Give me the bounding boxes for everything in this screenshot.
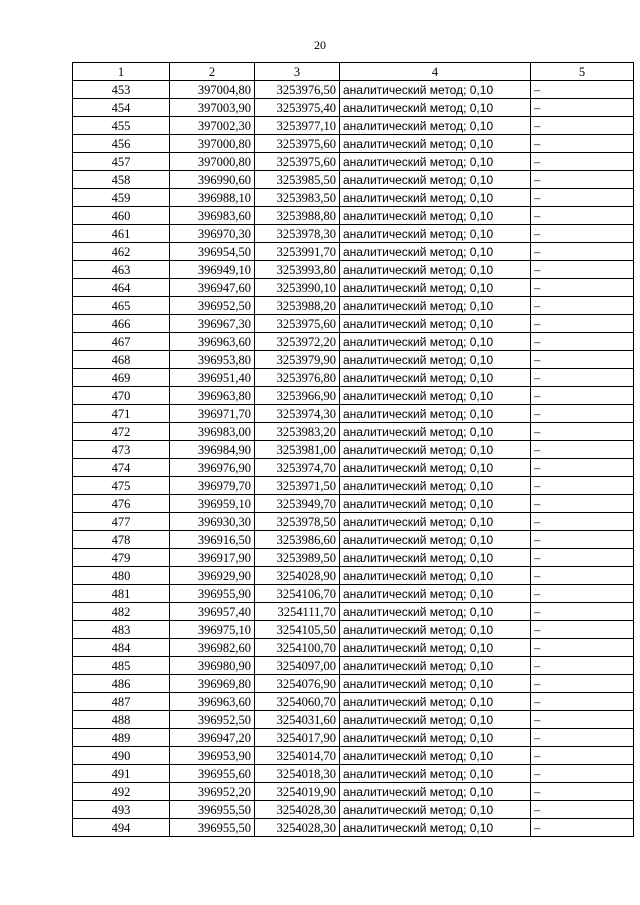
description-cell: – xyxy=(531,729,634,747)
x-coordinate-cell: 396963,80 xyxy=(170,387,255,405)
x-coordinate-cell: 396963,60 xyxy=(170,693,255,711)
y-coordinate-cell: 3253983,50 xyxy=(255,189,340,207)
point-number-cell: 480 xyxy=(73,567,170,585)
point-number-cell: 489 xyxy=(73,729,170,747)
table-row xyxy=(73,801,634,819)
point-number-cell: 488 xyxy=(73,711,170,729)
y-coordinate-cell: 3254028,30 xyxy=(255,819,340,837)
y-coordinate-cell: 3253976,50 xyxy=(255,81,340,99)
table-row xyxy=(73,153,634,171)
method-accuracy-cell: аналитический метод; 0,10 xyxy=(340,675,531,693)
method-accuracy-cell: аналитический метод; 0,10 xyxy=(340,693,531,711)
method-accuracy-cell: аналитический метод; 0,10 xyxy=(340,513,531,531)
method-accuracy-cell: аналитический метод; 0,10 xyxy=(340,225,531,243)
table-row xyxy=(73,819,634,837)
description-cell: – xyxy=(531,801,634,819)
point-number-cell: 490 xyxy=(73,747,170,765)
table-row xyxy=(73,207,634,225)
point-number-cell: 458 xyxy=(73,171,170,189)
method-accuracy-cell: аналитический метод; 0,10 xyxy=(340,495,531,513)
point-number-cell: 459 xyxy=(73,189,170,207)
table-row xyxy=(73,657,634,675)
x-coordinate-cell: 396952,20 xyxy=(170,783,255,801)
coordinates-table xyxy=(72,62,634,837)
point-number-cell: 491 xyxy=(73,765,170,783)
description-cell: – xyxy=(531,693,634,711)
point-number-cell: 486 xyxy=(73,675,170,693)
point-number-cell: 478 xyxy=(73,531,170,549)
method-accuracy-cell: аналитический метод; 0,10 xyxy=(340,477,531,495)
x-coordinate-cell: 396980,90 xyxy=(170,657,255,675)
point-number-cell: 455 xyxy=(73,117,170,135)
y-coordinate-cell: 3253977,10 xyxy=(255,117,340,135)
x-coordinate-cell: 396983,00 xyxy=(170,423,255,441)
method-accuracy-cell: аналитический метод; 0,10 xyxy=(340,297,531,315)
point-number-cell: 456 xyxy=(73,135,170,153)
table-row xyxy=(73,189,634,207)
table-row xyxy=(73,513,634,531)
x-coordinate-cell: 396916,50 xyxy=(170,531,255,549)
method-accuracy-cell: аналитический метод; 0,10 xyxy=(340,621,531,639)
method-accuracy-cell: аналитический метод; 0,10 xyxy=(340,819,531,837)
y-coordinate-cell: 3254100,70 xyxy=(255,639,340,657)
description-cell: – xyxy=(531,135,634,153)
description-cell: – xyxy=(531,819,634,837)
description-cell: – xyxy=(531,657,634,675)
method-accuracy-cell: аналитический метод; 0,10 xyxy=(340,153,531,171)
y-coordinate-cell: 3253974,70 xyxy=(255,459,340,477)
y-coordinate-cell: 3253990,10 xyxy=(255,279,340,297)
description-cell: – xyxy=(531,243,634,261)
x-coordinate-cell: 396952,50 xyxy=(170,711,255,729)
description-cell: – xyxy=(531,495,634,513)
y-coordinate-cell: 3253983,20 xyxy=(255,423,340,441)
method-accuracy-cell: аналитический метод; 0,10 xyxy=(340,711,531,729)
point-number-cell: 481 xyxy=(73,585,170,603)
point-number-cell: 469 xyxy=(73,369,170,387)
header-col-5: 5 xyxy=(531,63,634,81)
table-row xyxy=(73,639,634,657)
y-coordinate-cell: 3253979,90 xyxy=(255,351,340,369)
method-accuracy-cell: аналитический метод; 0,10 xyxy=(340,765,531,783)
description-cell: – xyxy=(531,549,634,567)
x-coordinate-cell: 396952,50 xyxy=(170,297,255,315)
method-accuracy-cell: аналитический метод; 0,10 xyxy=(340,585,531,603)
description-cell: – xyxy=(531,747,634,765)
y-coordinate-cell: 3254017,90 xyxy=(255,729,340,747)
description-cell: – xyxy=(531,585,634,603)
x-coordinate-cell: 396971,70 xyxy=(170,405,255,423)
x-coordinate-cell: 396970,30 xyxy=(170,225,255,243)
method-accuracy-cell: аналитический метод; 0,10 xyxy=(340,333,531,351)
y-coordinate-cell: 3253978,50 xyxy=(255,513,340,531)
x-coordinate-cell: 396953,90 xyxy=(170,747,255,765)
description-cell: – xyxy=(531,567,634,585)
y-coordinate-cell: 3253971,50 xyxy=(255,477,340,495)
table-row xyxy=(73,459,634,477)
description-cell: – xyxy=(531,279,634,297)
description-cell: – xyxy=(531,459,634,477)
description-cell: – xyxy=(531,225,634,243)
method-accuracy-cell: аналитический метод; 0,10 xyxy=(340,387,531,405)
y-coordinate-cell: 3254019,90 xyxy=(255,783,340,801)
description-cell: – xyxy=(531,387,634,405)
description-cell: – xyxy=(531,765,634,783)
method-accuracy-cell: аналитический метод; 0,10 xyxy=(340,603,531,621)
description-cell: – xyxy=(531,603,634,621)
y-coordinate-cell: 3253988,80 xyxy=(255,207,340,225)
x-coordinate-cell: 396984,90 xyxy=(170,441,255,459)
description-cell: – xyxy=(531,783,634,801)
y-coordinate-cell: 3253972,20 xyxy=(255,333,340,351)
description-cell: – xyxy=(531,531,634,549)
x-coordinate-cell: 396976,90 xyxy=(170,459,255,477)
point-number-cell: 477 xyxy=(73,513,170,531)
method-accuracy-cell: аналитический метод; 0,10 xyxy=(340,405,531,423)
point-number-cell: 482 xyxy=(73,603,170,621)
point-number-cell: 464 xyxy=(73,279,170,297)
y-coordinate-cell: 3254014,70 xyxy=(255,747,340,765)
description-cell: – xyxy=(531,261,634,279)
point-number-cell: 485 xyxy=(73,657,170,675)
point-number-cell: 460 xyxy=(73,207,170,225)
description-cell: – xyxy=(531,171,634,189)
method-accuracy-cell: аналитический метод; 0,10 xyxy=(340,135,531,153)
table-row xyxy=(73,279,634,297)
point-number-cell: 461 xyxy=(73,225,170,243)
y-coordinate-cell: 3254031,60 xyxy=(255,711,340,729)
table-row xyxy=(73,675,634,693)
table-row xyxy=(73,783,634,801)
table-row xyxy=(73,585,634,603)
table-row xyxy=(73,477,634,495)
x-coordinate-cell: 396957,40 xyxy=(170,603,255,621)
method-accuracy-cell: аналитический метод; 0,10 xyxy=(340,441,531,459)
table-row xyxy=(73,243,634,261)
y-coordinate-cell: 3253949,70 xyxy=(255,495,340,513)
header-col-2: 2 xyxy=(170,63,255,81)
x-coordinate-cell: 397004,80 xyxy=(170,81,255,99)
x-coordinate-cell: 397002,30 xyxy=(170,117,255,135)
point-number-cell: 479 xyxy=(73,549,170,567)
method-accuracy-cell: аналитический метод; 0,10 xyxy=(340,117,531,135)
page-number: 20 xyxy=(314,38,326,52)
y-coordinate-cell: 3254106,70 xyxy=(255,585,340,603)
point-number-cell: 474 xyxy=(73,459,170,477)
point-number-cell: 457 xyxy=(73,153,170,171)
point-number-cell: 465 xyxy=(73,297,170,315)
point-number-cell: 492 xyxy=(73,783,170,801)
y-coordinate-cell: 3253981,00 xyxy=(255,441,340,459)
table-row xyxy=(73,747,634,765)
x-coordinate-cell: 396955,60 xyxy=(170,765,255,783)
y-coordinate-cell: 3253988,20 xyxy=(255,297,340,315)
description-cell: – xyxy=(531,675,634,693)
description-cell: – xyxy=(531,711,634,729)
table-row xyxy=(73,135,634,153)
table-row xyxy=(73,711,634,729)
x-coordinate-cell: 396954,50 xyxy=(170,243,255,261)
y-coordinate-cell: 3253986,60 xyxy=(255,531,340,549)
x-coordinate-cell: 397000,80 xyxy=(170,153,255,171)
description-cell: – xyxy=(531,369,634,387)
y-coordinate-cell: 3253975,60 xyxy=(255,153,340,171)
method-accuracy-cell: аналитический метод; 0,10 xyxy=(340,567,531,585)
method-accuracy-cell: аналитический метод; 0,10 xyxy=(340,261,531,279)
x-coordinate-cell: 397000,80 xyxy=(170,135,255,153)
description-cell: – xyxy=(531,441,634,459)
x-coordinate-cell: 396947,20 xyxy=(170,729,255,747)
point-number-cell: 466 xyxy=(73,315,170,333)
y-coordinate-cell: 3253985,50 xyxy=(255,171,340,189)
x-coordinate-cell: 396988,10 xyxy=(170,189,255,207)
y-coordinate-cell: 3253966,90 xyxy=(255,387,340,405)
method-accuracy-cell: аналитический метод; 0,10 xyxy=(340,81,531,99)
table-row xyxy=(73,171,634,189)
x-coordinate-cell: 397003,90 xyxy=(170,99,255,117)
method-accuracy-cell: аналитический метод; 0,10 xyxy=(340,369,531,387)
table-row xyxy=(73,603,634,621)
description-cell: – xyxy=(531,189,634,207)
y-coordinate-cell: 3253976,80 xyxy=(255,369,340,387)
header-col-3: 3 xyxy=(255,63,340,81)
method-accuracy-cell: аналитический метод; 0,10 xyxy=(340,531,531,549)
header-col-1: 1 xyxy=(73,63,170,81)
description-cell: – xyxy=(531,351,634,369)
point-number-cell: 472 xyxy=(73,423,170,441)
method-accuracy-cell: аналитический метод; 0,10 xyxy=(340,351,531,369)
table-row xyxy=(73,333,634,351)
description-cell: – xyxy=(531,621,634,639)
x-coordinate-cell: 396951,40 xyxy=(170,369,255,387)
y-coordinate-cell: 3254018,30 xyxy=(255,765,340,783)
table-row xyxy=(73,315,634,333)
x-coordinate-cell: 396967,30 xyxy=(170,315,255,333)
point-number-cell: 462 xyxy=(73,243,170,261)
method-accuracy-cell: аналитический метод; 0,10 xyxy=(340,657,531,675)
y-coordinate-cell: 3254105,50 xyxy=(255,621,340,639)
x-coordinate-cell: 396955,50 xyxy=(170,819,255,837)
table-row xyxy=(73,81,634,99)
point-number-cell: 463 xyxy=(73,261,170,279)
y-coordinate-cell: 3254060,70 xyxy=(255,693,340,711)
description-cell: – xyxy=(531,639,634,657)
x-coordinate-cell: 396983,60 xyxy=(170,207,255,225)
description-cell: – xyxy=(531,405,634,423)
method-accuracy-cell: аналитический метод; 0,10 xyxy=(340,729,531,747)
table-row xyxy=(73,495,634,513)
table-row xyxy=(73,117,634,135)
description-cell: – xyxy=(531,99,634,117)
table-row xyxy=(73,99,634,117)
x-coordinate-cell: 396949,10 xyxy=(170,261,255,279)
x-coordinate-cell: 396947,60 xyxy=(170,279,255,297)
description-cell: – xyxy=(531,81,634,99)
method-accuracy-cell: аналитический метод; 0,10 xyxy=(340,639,531,657)
point-number-cell: 476 xyxy=(73,495,170,513)
description-cell: – xyxy=(531,153,634,171)
point-number-cell: 453 xyxy=(73,81,170,99)
description-cell: – xyxy=(531,477,634,495)
method-accuracy-cell: аналитический метод; 0,10 xyxy=(340,423,531,441)
x-coordinate-cell: 396955,90 xyxy=(170,585,255,603)
y-coordinate-cell: 3253978,30 xyxy=(255,225,340,243)
table-row xyxy=(73,549,634,567)
point-number-cell: 473 xyxy=(73,441,170,459)
table-row xyxy=(73,297,634,315)
header-row xyxy=(73,63,634,81)
y-coordinate-cell: 3253975,40 xyxy=(255,99,340,117)
table-row xyxy=(73,441,634,459)
x-coordinate-cell: 396969,80 xyxy=(170,675,255,693)
table-row xyxy=(73,567,634,585)
x-coordinate-cell: 396990,60 xyxy=(170,171,255,189)
y-coordinate-cell: 3253975,60 xyxy=(255,315,340,333)
description-cell: – xyxy=(531,423,634,441)
x-coordinate-cell: 396930,30 xyxy=(170,513,255,531)
table-row xyxy=(73,369,634,387)
x-coordinate-cell: 396963,60 xyxy=(170,333,255,351)
table-row xyxy=(73,351,634,369)
y-coordinate-cell: 3254111,70 xyxy=(255,603,340,621)
table-row xyxy=(73,405,634,423)
point-number-cell: 471 xyxy=(73,405,170,423)
point-number-cell: 475 xyxy=(73,477,170,495)
table-body xyxy=(73,81,634,837)
method-accuracy-cell: аналитический метод; 0,10 xyxy=(340,747,531,765)
y-coordinate-cell: 3253989,50 xyxy=(255,549,340,567)
method-accuracy-cell: аналитический метод; 0,10 xyxy=(340,279,531,297)
description-cell: – xyxy=(531,315,634,333)
method-accuracy-cell: аналитический метод; 0,10 xyxy=(340,207,531,225)
description-cell: – xyxy=(531,117,634,135)
point-number-cell: 454 xyxy=(73,99,170,117)
method-accuracy-cell: аналитический метод; 0,10 xyxy=(340,171,531,189)
y-coordinate-cell: 3254028,30 xyxy=(255,801,340,819)
x-coordinate-cell: 396929,90 xyxy=(170,567,255,585)
method-accuracy-cell: аналитический метод; 0,10 xyxy=(340,801,531,819)
point-number-cell: 494 xyxy=(73,819,170,837)
method-accuracy-cell: аналитический метод; 0,10 xyxy=(340,315,531,333)
y-coordinate-cell: 3253993,80 xyxy=(255,261,340,279)
x-coordinate-cell: 396959,10 xyxy=(170,495,255,513)
y-coordinate-cell: 3254076,90 xyxy=(255,675,340,693)
method-accuracy-cell: аналитический метод; 0,10 xyxy=(340,243,531,261)
y-coordinate-cell: 3254097,00 xyxy=(255,657,340,675)
description-cell: – xyxy=(531,333,634,351)
point-number-cell: 468 xyxy=(73,351,170,369)
x-coordinate-cell: 396982,60 xyxy=(170,639,255,657)
y-coordinate-cell: 3254028,90 xyxy=(255,567,340,585)
method-accuracy-cell: аналитический метод; 0,10 xyxy=(340,459,531,477)
description-cell: – xyxy=(531,513,634,531)
point-number-cell: 484 xyxy=(73,639,170,657)
table-row xyxy=(73,729,634,747)
method-accuracy-cell: аналитический метод; 0,10 xyxy=(340,783,531,801)
point-number-cell: 487 xyxy=(73,693,170,711)
point-number-cell: 493 xyxy=(73,801,170,819)
table-row xyxy=(73,261,634,279)
table-row xyxy=(73,765,634,783)
x-coordinate-cell: 396975,10 xyxy=(170,621,255,639)
table-row xyxy=(73,531,634,549)
table-row xyxy=(73,693,634,711)
method-accuracy-cell: аналитический метод; 0,10 xyxy=(340,549,531,567)
description-cell: – xyxy=(531,297,634,315)
table-header xyxy=(73,63,634,81)
x-coordinate-cell: 396979,70 xyxy=(170,477,255,495)
header-col-4: 4 xyxy=(340,63,531,81)
table-row xyxy=(73,225,634,243)
method-accuracy-cell: аналитический метод; 0,10 xyxy=(340,189,531,207)
y-coordinate-cell: 3253974,30 xyxy=(255,405,340,423)
y-coordinate-cell: 3253975,60 xyxy=(255,135,340,153)
point-number-cell: 483 xyxy=(73,621,170,639)
y-coordinate-cell: 3253991,70 xyxy=(255,243,340,261)
table-row xyxy=(73,423,634,441)
method-accuracy-cell: аналитический метод; 0,10 xyxy=(340,99,531,117)
x-coordinate-cell: 396955,50 xyxy=(170,801,255,819)
table-row xyxy=(73,621,634,639)
x-coordinate-cell: 396953,80 xyxy=(170,351,255,369)
description-cell: – xyxy=(531,207,634,225)
table-row xyxy=(73,387,634,405)
point-number-cell: 467 xyxy=(73,333,170,351)
x-coordinate-cell: 396917,90 xyxy=(170,549,255,567)
point-number-cell: 470 xyxy=(73,387,170,405)
